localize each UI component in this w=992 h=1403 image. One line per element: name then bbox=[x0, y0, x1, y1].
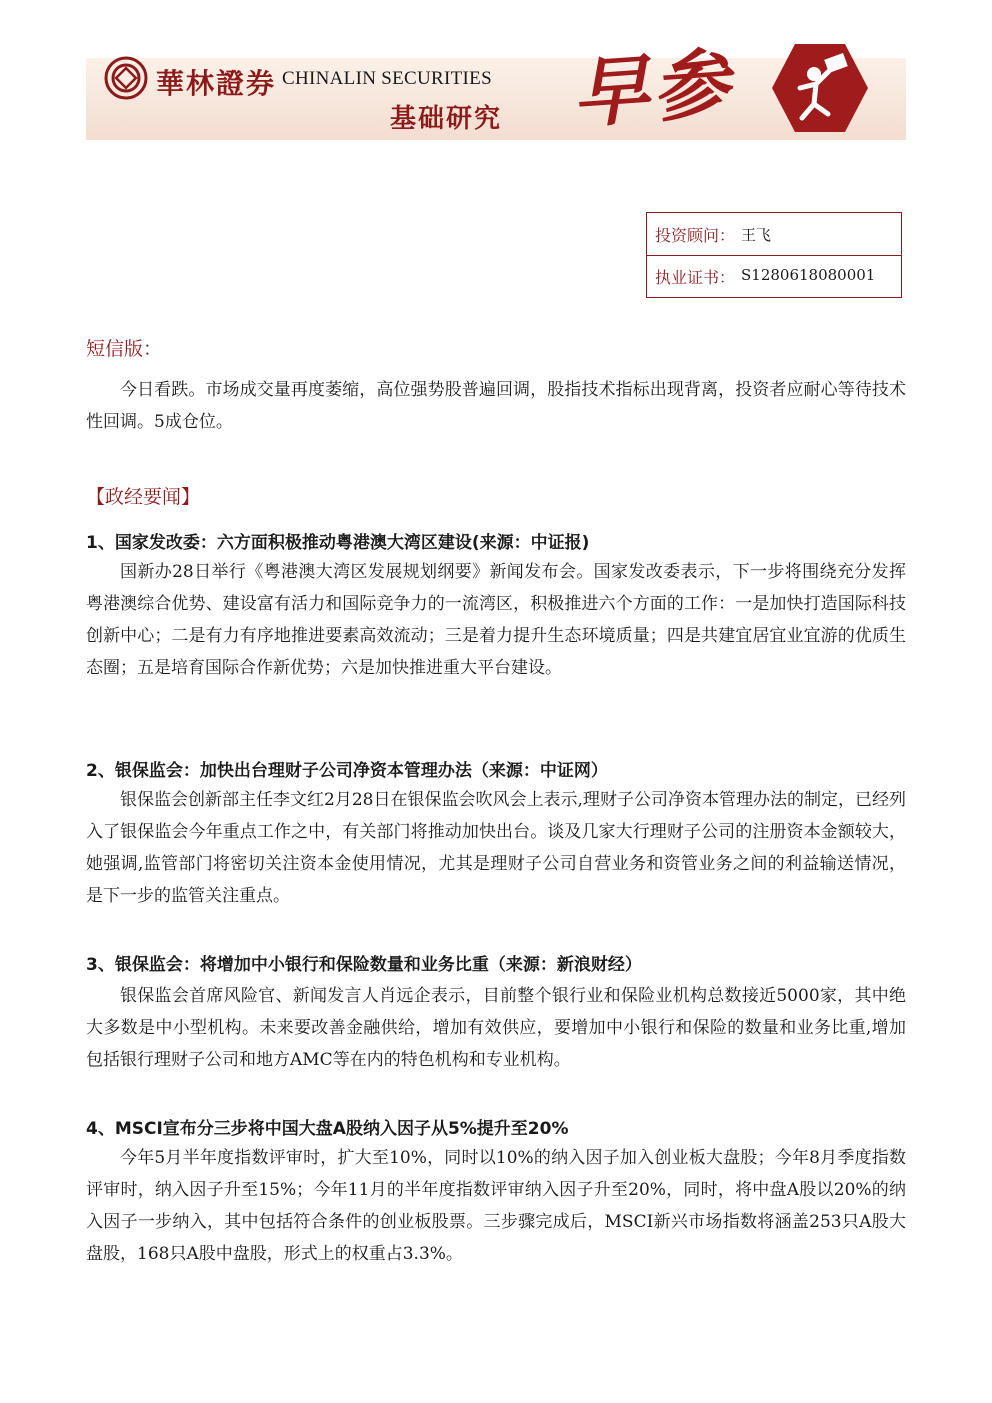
page-header bbox=[0, 0, 992, 160]
publication-title: 早参 bbox=[569, 38, 736, 139]
advisor-name-value: 王飞 bbox=[741, 226, 772, 244]
news-item-title: 3、银保监会：将增加中小银行和保险数量和业务比重（来源：新浪财经） bbox=[86, 955, 642, 975]
advisor-name-label: 投资顾问： bbox=[655, 226, 736, 245]
advisor-cert-label: 执业证书： bbox=[655, 268, 736, 287]
advisor-info-box bbox=[646, 212, 902, 298]
news-item-title: 4、MSCI宣布分三步将中国大盘A股纳入因子从5%提升至20% bbox=[86, 1119, 569, 1139]
brand-name-en: CHINALIN SECURITIES bbox=[282, 68, 492, 89]
summary-text: 今日看跌。市场成交量再度萎缩，高位强势股普遍回调，股指技术指标出现背离，投资者应耐心等待技术性回调。5成仓位。 bbox=[86, 380, 906, 432]
advisor-cert-row bbox=[647, 255, 901, 297]
advisor-cert-value: S1280618080001 bbox=[741, 266, 876, 284]
news-item-title: 2、银保监会：加快出台理财子公司净资本管理办法（来源：中证网） bbox=[86, 761, 608, 781]
news-item-body: 国新办28日举行《粤港澳大湾区发展规划纲要》新闻发布会。国家发改委表示，下一步将围绕充分发挥粤港澳综合优势、建设富有活力和国际竞争力的一流湾区，积极推进六个方面的工作：一是加快打造国际科技创新中心；二是有力有序地推进要素高效流动；三是着力提升生态环境质量；四是共建宜居宜业宜游的优质生态圈；五是培育国际合作新优势；六是加快推进重大平台建设。 bbox=[86, 562, 906, 678]
department-title: 基础研究 bbox=[390, 104, 503, 134]
summary-label: 短信版： bbox=[86, 338, 163, 360]
news-item-title: 1、国家发改委：六方面积极推动粤港澳大湾区建设(来源：中证报) bbox=[86, 533, 590, 553]
chinalin-logo-icon bbox=[104, 56, 148, 100]
news-item-body: 今年5月半年度指数评审时，扩大至10%，同时以10%的纳入因子加入创业板大盘股；今年8月季度指数评审时，纳入因子升至15%；今年11月的半年度指数评审纳入因子升至20%，同时，将中盘A股以20%的纳入因子一步纳入，其中包括符合条件的创业板股票。三步骤完成后，MSCI新兴市场指数将涵盖253只A股大盘股，168只A股中盘股，形式上的权重占3.3%。 bbox=[86, 1148, 906, 1264]
news-item-body: 银保监会创新部主任李文红2月28日在银保监会吹风会上表示,理财子公司净资本管理办法的制定，已经列入了银保监会今年重点工作之中，有关部门将推动加快出台。谈及几家大行理财子公司的注册资本金额较大，她强调,监管部门将密切关注资本金使用情况，尤其是理财子公司自营业务和资管业务之间的利益输送情况，是下一步的监管关注重点。 bbox=[86, 790, 906, 906]
news-item-body: 银保监会首席风险官、新闻发言人肖远企表示，目前整个银行业和保险业机构总数接近5000家，其中绝大多数是中小型机构。未来要改善金融供给，增加有效供应，要增加中小银行和保险的数量和业务比重,增加包括银行理财子公司和地方AMC等在内的特色机构和专业机构。 bbox=[86, 986, 906, 1070]
morning-report-emblem-icon bbox=[770, 40, 870, 136]
news-section-label: 【政经要闻】 bbox=[86, 486, 201, 508]
advisor-name-row bbox=[647, 213, 901, 256]
brand-name-cn: 華林證券 bbox=[156, 67, 277, 100]
